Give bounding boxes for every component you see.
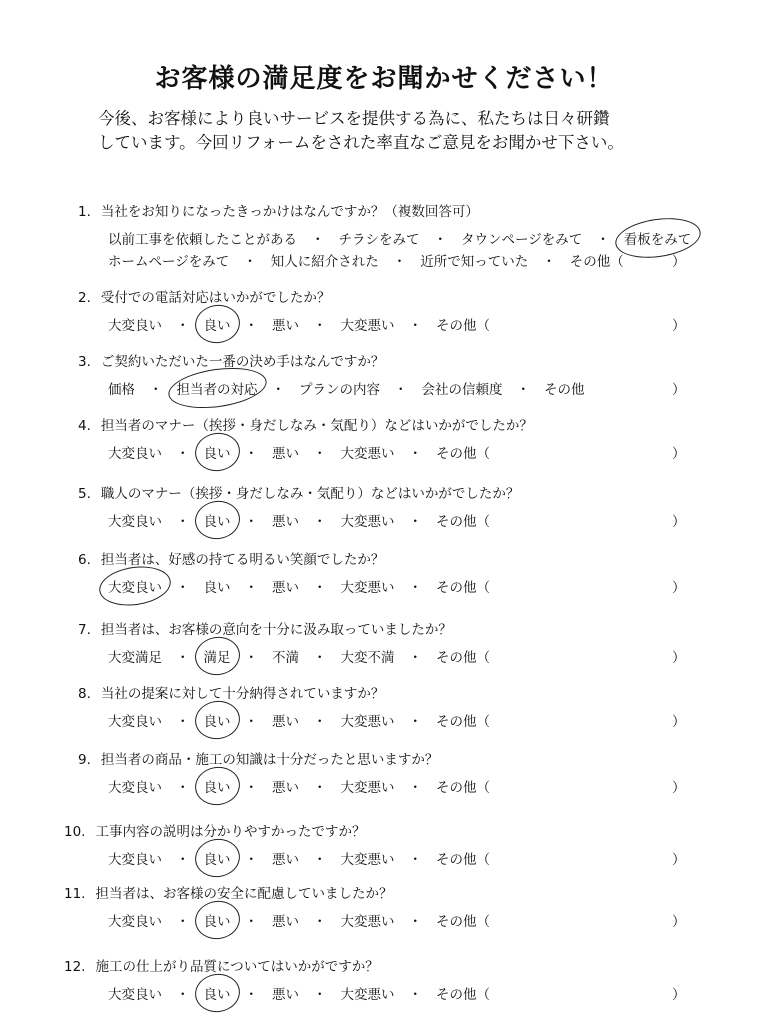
answer-option-selected[interactable]: 満足 (204, 646, 231, 666)
answer-option[interactable]: チラシをみて (338, 232, 420, 248)
separator-dot: ・ (176, 446, 190, 462)
answer-option[interactable]: その他（ (436, 914, 490, 930)
separator-dot: ・ (408, 780, 422, 796)
answer-options (108, 314, 490, 334)
separator-dot: ・ (271, 382, 285, 398)
close-paren: ） (672, 987, 686, 1003)
question-number: 1. (78, 204, 91, 220)
separator-dot: ・ (596, 232, 610, 248)
separator-dot: ・ (313, 780, 327, 796)
separator-dot: ・ (176, 714, 190, 730)
intro-line: 今後、お客様により良いサービスを提供する為に、私たちは日々研鑽 (98, 109, 610, 128)
question-label: 工事内容の説明は分かりやすかったですか？ (95, 824, 366, 840)
separator-dot: ・ (176, 987, 190, 1003)
question-label: 当社をお知りになったきっかけはなんですか？（複数回答可） (100, 204, 479, 220)
close-paren: ） (672, 580, 686, 596)
separator-dot: ・ (313, 580, 327, 596)
answer-option[interactable]: その他（ (436, 987, 490, 1003)
answer-option[interactable]: 大変悪い (340, 914, 395, 930)
intro-line: しています。今回リフォームをされた率直なご意見をお聞かせ下さい。 (98, 133, 624, 152)
close-paren: ） (672, 650, 686, 666)
question-number: 11. (64, 886, 86, 902)
question-number: 3. (78, 354, 91, 370)
separator-dot: ・ (176, 780, 190, 796)
separator-dot: ・ (408, 914, 422, 930)
survey-title: お客様の満足度をお聞かせください！ (154, 64, 614, 94)
answer-option[interactable]: 大変悪い (340, 514, 395, 530)
close-paren: ） (672, 714, 686, 730)
answer-option[interactable]: 悪い (272, 714, 299, 730)
answer-option[interactable]: 悪い (272, 852, 299, 868)
answer-option[interactable]: その他 (544, 382, 585, 398)
answer-options (108, 378, 585, 398)
question-text (78, 618, 452, 638)
answer-option[interactable]: 悪い (272, 580, 299, 596)
answer-option-selected[interactable]: 良い (204, 848, 231, 868)
question-text (78, 200, 479, 220)
answer-option[interactable]: 大変良い (108, 852, 162, 868)
separator-dot: ・ (244, 580, 258, 596)
separator-dot: ・ (516, 382, 530, 398)
answer-option[interactable]: 大変良い (108, 318, 162, 334)
answer-option-selected[interactable]: 看板をみて (624, 228, 692, 248)
answer-option[interactable]: 会社の信頼度 (421, 382, 503, 398)
answer-option-selected[interactable]: 良い (204, 776, 231, 796)
answer-option[interactable]: 近所で知っていた (420, 254, 529, 270)
separator-dot: ・ (176, 852, 190, 868)
separator-dot: ・ (313, 446, 327, 462)
separator-dot: ・ (408, 580, 422, 596)
question-number: 12. (64, 959, 86, 975)
question-label: 担当者は、お客様の安全に配慮していましたか？ (95, 886, 393, 902)
answer-option-selected[interactable]: 担当者の対応 (177, 378, 258, 398)
answer-options (108, 576, 490, 596)
answer-options (108, 710, 490, 730)
answer-option[interactable]: 悪い (272, 914, 299, 930)
answer-options (108, 910, 490, 930)
answer-option[interactable]: 悪い (272, 446, 299, 462)
question-number: 6. (78, 552, 91, 568)
question-number: 10. (64, 824, 86, 840)
answer-options (108, 228, 691, 248)
separator-dot: ・ (313, 714, 327, 730)
answer-option[interactable]: 大変悪い (340, 580, 395, 596)
separator-dot: ・ (313, 318, 327, 334)
answer-option[interactable]: 良い (203, 580, 231, 596)
answer-option[interactable]: 大変良い (108, 714, 162, 730)
answer-option-selected[interactable]: 良い (204, 442, 231, 462)
answer-option[interactable]: 大変良い (108, 446, 162, 462)
answer-option[interactable]: その他（ (436, 714, 490, 730)
separator-dot: ・ (408, 318, 422, 334)
answer-option[interactable]: 大変不満 (340, 650, 395, 666)
close-paren: ） (672, 254, 686, 270)
answer-option-selected[interactable]: 良い (204, 314, 231, 334)
question-text (78, 748, 438, 768)
question-number: 9. (78, 752, 91, 768)
answer-option[interactable]: その他（ (436, 580, 490, 596)
separator-dot: ・ (243, 254, 257, 270)
separator-dot: ・ (244, 318, 258, 334)
answer-option[interactable]: その他（ (436, 514, 490, 530)
separator-dot: ・ (149, 382, 163, 398)
question-label: 職人のマナー（挨拶・身だしなみ・気配り）などはいかがでしたか？ (100, 486, 520, 502)
question-number: 7. (78, 622, 91, 638)
question-text (78, 682, 384, 702)
separator-dot: ・ (408, 987, 422, 1003)
separator-dot: ・ (392, 254, 407, 270)
answer-option[interactable]: 悪い (272, 318, 299, 334)
separator-dot: ・ (313, 987, 327, 1003)
question-text (64, 820, 365, 840)
separator-dot: ・ (176, 580, 190, 596)
close-paren: ） (672, 780, 686, 796)
answer-options (108, 646, 490, 666)
answer-option-selected[interactable]: 良い (204, 983, 231, 1003)
close-paren: ） (672, 852, 686, 868)
answer-option[interactable]: 大変悪い (340, 780, 395, 796)
answer-option[interactable]: 大変悪い (340, 318, 395, 334)
separator-dot: ・ (244, 852, 258, 868)
answer-option[interactable]: 大変良い (108, 914, 162, 930)
answer-option[interactable]: その他（ (436, 446, 490, 462)
close-paren: ） (672, 318, 686, 334)
answer-option[interactable]: ホームページをみて (108, 254, 230, 270)
answer-option[interactable]: 大変良い (108, 987, 162, 1003)
separator-dot: ・ (244, 780, 258, 796)
intro-text (98, 107, 698, 155)
question-text (64, 955, 379, 975)
answer-option[interactable]: タウンページをみて (461, 232, 583, 248)
separator-dot: ・ (244, 987, 258, 1003)
separator-dot: ・ (433, 232, 447, 248)
answer-option[interactable]: 大変悪い (340, 446, 395, 462)
close-paren: ） (672, 382, 686, 398)
question-text (78, 482, 519, 502)
separator-dot: ・ (408, 514, 422, 530)
question-label: ご契約いただいた一番の決め手はなんですか？ (100, 354, 385, 370)
question-number: 5. (78, 486, 91, 502)
close-paren: ） (672, 914, 686, 930)
answer-option[interactable]: プランの内容 (299, 382, 380, 398)
answer-options (108, 510, 490, 530)
separator-dot: ・ (313, 650, 327, 666)
separator-dot: ・ (408, 650, 422, 666)
question-text (78, 548, 384, 568)
question-text (64, 882, 392, 902)
answer-option[interactable]: 知人に紹介された (270, 254, 379, 270)
question-label: 受付での電話対応はいかがでしたか？ (100, 290, 331, 306)
answer-option-selected[interactable]: 大変良い (108, 576, 162, 596)
question-label: 担当者のマナー（挨拶・身だしなみ・気配り）などはいかがでしたか？ (100, 418, 533, 434)
question-label: 当社の提案に対して十分納得されていますか？ (100, 686, 385, 702)
answer-option-selected[interactable]: 良い (204, 510, 231, 530)
answer-option[interactable]: 大変悪い (340, 714, 395, 730)
separator-dot: ・ (244, 650, 258, 666)
question-number: 4. (78, 418, 91, 434)
separator-dot: ・ (244, 914, 258, 930)
question-label: 施工の仕上がり品質についてはいかがですか？ (95, 959, 379, 975)
answer-options (108, 983, 490, 1003)
answer-option[interactable]: その他（ (436, 852, 490, 868)
separator-dot: ・ (176, 318, 190, 334)
answer-option[interactable]: その他（ (569, 254, 624, 270)
answer-options (108, 848, 490, 868)
answer-option[interactable]: 不満 (272, 650, 299, 666)
separator-dot: ・ (313, 514, 327, 530)
separator-dot: ・ (244, 514, 258, 530)
answer-option[interactable]: 悪い (272, 514, 299, 530)
question-label: 担当者の商品・施工の知識は十分だったと思いますか？ (100, 752, 439, 768)
separator-dot: ・ (311, 232, 325, 248)
answer-option[interactable]: 以前工事を依頼したことがある (108, 232, 297, 248)
separator-dot: ・ (542, 254, 556, 270)
separator-dot: ・ (408, 714, 422, 730)
separator-dot: ・ (313, 914, 327, 930)
answer-option[interactable]: 大変良い (108, 780, 162, 796)
question-number: 2. (78, 290, 91, 306)
separator-dot: ・ (244, 714, 258, 730)
separator-dot: ・ (244, 446, 258, 462)
separator-dot: ・ (408, 446, 422, 462)
answer-option[interactable]: 大変良い (108, 514, 162, 530)
separator-dot: ・ (176, 514, 190, 530)
question-label: 担当者は、好感の持てる明るい笑顔でしたか？ (100, 552, 385, 568)
answer-option[interactable]: 大変満足 (108, 650, 162, 666)
answer-option-selected[interactable]: 良い (204, 710, 231, 730)
answer-option-selected[interactable]: 良い (204, 910, 231, 930)
close-paren: ） (672, 446, 686, 462)
answer-options (108, 776, 490, 796)
separator-dot: ・ (176, 650, 190, 666)
answer-option[interactable]: その他（ (436, 318, 490, 334)
answer-option[interactable]: 大変悪い (340, 852, 395, 868)
answer-option[interactable]: 悪い (272, 987, 299, 1003)
question-text (78, 286, 330, 306)
question-text (78, 414, 533, 434)
separator-dot: ・ (176, 914, 190, 930)
answer-option[interactable]: 価格 (108, 382, 135, 398)
answer-option[interactable]: その他（ (436, 780, 490, 796)
answer-options (108, 442, 490, 462)
question-number: 8. (78, 686, 91, 702)
question-label: 担当者は、お客様の意向を十分に汲み取っていましたか？ (100, 622, 452, 638)
separator-dot: ・ (394, 382, 408, 398)
answer-options (108, 250, 624, 270)
separator-dot: ・ (408, 852, 422, 868)
close-paren: ） (672, 514, 686, 530)
answer-option[interactable]: 大変悪い (340, 987, 395, 1003)
answer-option[interactable]: その他（ (436, 650, 490, 666)
separator-dot: ・ (313, 852, 327, 868)
answer-option[interactable]: 悪い (272, 780, 299, 796)
